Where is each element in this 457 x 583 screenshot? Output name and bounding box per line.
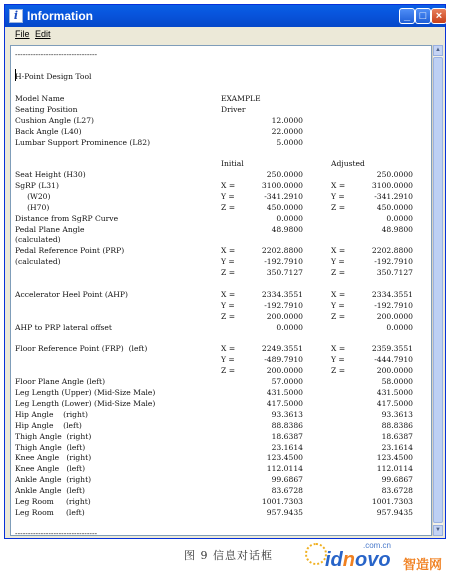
- adjusted-value: 2334.3551: [371, 289, 413, 299]
- measurement-row: [11, 485, 431, 496]
- meta-label: Seating Position: [15, 105, 78, 114]
- measurement-row: [11, 463, 431, 474]
- menu-bar: [5, 27, 445, 43]
- measurement-row: [11, 300, 431, 311]
- adjusted-axis: Z =: [331, 366, 346, 376]
- measurement-row: [11, 191, 431, 202]
- column-header-row: [11, 158, 431, 169]
- param-row: [11, 115, 431, 126]
- minimize-button[interactable]: _: [399, 8, 415, 24]
- adjusted-value: 23.1614: [381, 442, 413, 452]
- initial-value: 3100.0000: [261, 180, 303, 190]
- measurement-row: [11, 278, 431, 289]
- measurement-label: Thigh Angle (left): [15, 442, 86, 452]
- adjusted-value: 99.6867: [381, 475, 413, 485]
- col-adjusted-header: Adjusted: [331, 159, 365, 168]
- initial-value: 2249.3551: [261, 344, 303, 354]
- sun-icon: [305, 543, 327, 565]
- initial-value: 350.7127: [266, 268, 303, 278]
- initial-value: 417.5000: [266, 398, 303, 408]
- measurement-label: Hip Angle (right): [15, 409, 88, 419]
- measurement-label: Distance from SgRP Curve: [15, 213, 119, 223]
- initial-value: 450.0000: [266, 202, 303, 212]
- adjusted-value: 48.9800: [381, 224, 413, 234]
- measurement-row: [11, 354, 431, 365]
- measurement-row: [11, 376, 431, 387]
- measurement-row: [11, 420, 431, 431]
- measurement-row: [11, 365, 431, 376]
- initial-value: -192.7910: [264, 300, 303, 310]
- measurement-label: (calculated): [15, 235, 61, 245]
- adjusted-value: 0.0000: [386, 213, 413, 223]
- adjusted-value: 250.0000: [376, 170, 413, 179]
- adjusted-axis: Z =: [331, 202, 346, 212]
- adjusted-value: 200.0000: [376, 311, 413, 321]
- wordmark-part: ovo: [355, 549, 391, 571]
- adjusted-value: -341.2910: [374, 191, 413, 201]
- adjusted-value: 350.7127: [376, 268, 413, 278]
- measurement-row: [11, 289, 431, 300]
- initial-axis: Y =: [221, 191, 235, 201]
- separator-line: [11, 49, 431, 60]
- menu-edit[interactable]: Edit: [35, 29, 51, 39]
- initial-axis: Z =: [221, 268, 236, 278]
- measurement-row: [11, 256, 431, 267]
- initial-value: 200.0000: [266, 311, 303, 321]
- measurement-label: Knee Angle (left): [15, 464, 86, 474]
- measurement-row: [11, 496, 431, 507]
- close-button[interactable]: ×: [431, 8, 447, 24]
- initial-axis: Z =: [221, 311, 236, 321]
- measurement-label: Leg Room (left): [15, 507, 85, 517]
- param-label: Lumbar Support Prominence (L82): [15, 138, 151, 147]
- measurement-row: [11, 224, 431, 235]
- measurement-row: [11, 409, 431, 420]
- separator-text: --------------------------------: [15, 528, 98, 536]
- adjusted-value: 83.6728: [381, 486, 413, 496]
- initial-axis: Z =: [221, 366, 236, 376]
- param-row: [11, 137, 431, 148]
- measurement-row: [11, 442, 431, 453]
- adjusted-axis: Y =: [331, 191, 345, 201]
- adjusted-value: 200.0000: [376, 366, 413, 376]
- figure-caption: 图 9 信息对话框: [184, 549, 273, 562]
- measurement-row: [11, 452, 431, 463]
- measurement-row: [11, 431, 431, 442]
- vertical-scrollbar[interactable]: [432, 45, 443, 536]
- initial-value: 123.4500: [266, 453, 303, 463]
- meta-row: [11, 93, 431, 104]
- information-dialog: [4, 4, 446, 539]
- measurement-row: [11, 245, 431, 256]
- measurement-row: [11, 202, 431, 213]
- initial-axis: Y =: [221, 300, 235, 310]
- adjusted-value: -192.7910: [374, 257, 413, 267]
- initial-value: 88.8386: [271, 420, 303, 430]
- adjusted-value: 123.4500: [376, 453, 413, 463]
- maximize-button[interactable]: □: [415, 8, 431, 24]
- adjusted-value: 957.9435: [376, 507, 413, 517]
- adjusted-axis: Y =: [331, 300, 345, 310]
- measurement-label: Leg Length (Lower) (Mid-Size Male): [15, 398, 156, 408]
- adjusted-axis: Y =: [331, 355, 345, 365]
- adjusted-value: 450.0000: [376, 202, 413, 212]
- initial-value: 83.6728: [271, 486, 303, 496]
- initial-value: 99.6867: [271, 475, 303, 485]
- adjusted-value: -444.7910: [374, 355, 413, 365]
- watermark-logo: [305, 537, 453, 579]
- col-initial-header: Initial: [221, 159, 244, 168]
- measurement-label: Leg Room (right): [15, 497, 91, 506]
- meta-value: Driver: [221, 105, 246, 114]
- measurement-row: [11, 311, 431, 322]
- initial-value: 112.0114: [266, 464, 303, 474]
- wordmark-part: n: [342, 549, 355, 571]
- measurement-label: Pedal Reference Point (PRP): [15, 246, 125, 256]
- wordmark-part: id: [325, 549, 343, 571]
- initial-value: 93.3613: [271, 409, 303, 419]
- scroll-up-arrow-icon[interactable]: ▲: [433, 45, 443, 56]
- separator-line: [11, 528, 431, 536]
- measurement-label: Seat Height (H30): [15, 170, 86, 179]
- measurement-row: [11, 322, 431, 333]
- measurement-label: Ankle Angle (left): [15, 486, 86, 496]
- adjusted-value: 88.8386: [381, 420, 413, 430]
- adjusted-value: 3100.0000: [371, 180, 413, 190]
- adjusted-value: 2202.8800: [371, 246, 413, 256]
- initial-value: 250.0000: [266, 170, 303, 179]
- initial-axis: Z =: [221, 202, 236, 212]
- info-icon: i: [9, 9, 23, 23]
- param-row: [11, 126, 431, 137]
- adjusted-value: 93.3613: [381, 409, 413, 419]
- initial-value: 1001.7303: [261, 497, 303, 506]
- initial-value: -489.7910: [264, 355, 303, 365]
- initial-value: 431.5000: [266, 388, 303, 397]
- measurement-row: [11, 267, 431, 278]
- adjusted-value: 58.0000: [381, 377, 413, 387]
- measurement-label: (calculated): [15, 257, 61, 267]
- initial-value: 957.9435: [266, 507, 303, 517]
- scroll-thumb[interactable]: [433, 57, 443, 523]
- measurement-label: Pedal Plane Angle: [15, 224, 85, 234]
- initial-value: 200.0000: [266, 366, 303, 376]
- measurement-row: [11, 213, 431, 224]
- adjusted-value: 18.6387: [381, 431, 413, 441]
- measurement-row: [11, 398, 431, 409]
- measurement-row: [11, 507, 431, 518]
- adjusted-axis: X =: [331, 344, 346, 354]
- tool-title: H-Point Design Tool: [15, 72, 92, 81]
- measurement-row: [11, 343, 431, 354]
- initial-axis: Y =: [221, 355, 235, 365]
- window-title: Information: [27, 9, 93, 23]
- initial-value: -192.7910: [264, 257, 303, 267]
- measurement-row: [11, 387, 431, 398]
- watermark-domain: .com.cn: [363, 541, 392, 550]
- measurement-label: (H70): [15, 202, 50, 212]
- param-value: 5.0000: [276, 138, 303, 147]
- adjusted-value: 0.0000: [386, 322, 413, 332]
- initial-axis: X =: [221, 180, 236, 190]
- initial-axis: Y =: [221, 257, 235, 267]
- scroll-down-arrow-icon[interactable]: ▼: [433, 525, 443, 536]
- watermark-cn: 智造网: [403, 557, 443, 572]
- measurement-label: Floor Plane Angle (left): [15, 377, 106, 387]
- initial-value: 23.1614: [271, 442, 303, 452]
- measurement-row: [11, 169, 431, 180]
- title-bar[interactable]: [5, 5, 445, 27]
- param-value: 12.0000: [271, 116, 303, 125]
- adjusted-axis: X =: [331, 289, 346, 299]
- initial-value: 2202.8800: [261, 246, 303, 256]
- watermark-wordmark: [325, 549, 391, 572]
- adjusted-axis: X =: [331, 246, 346, 256]
- adjusted-axis: Z =: [331, 311, 346, 321]
- initial-value: 57.0000: [271, 377, 303, 387]
- measurement-label: Hip Angle (left): [15, 420, 82, 430]
- adjusted-value: 112.0114: [376, 464, 413, 474]
- adjusted-value: 2359.3551: [371, 344, 413, 354]
- measurement-label: Floor Reference Point (FRP) (left): [15, 344, 148, 354]
- param-label: Back Angle (L40): [15, 127, 82, 136]
- measurement-label: SgRP (L31): [15, 180, 59, 190]
- initial-value: 2334.3551: [261, 289, 303, 299]
- report-text-area[interactable]: [10, 45, 432, 536]
- initial-axis: X =: [221, 344, 236, 354]
- initial-value: -341.2910: [264, 191, 303, 201]
- measurement-row: [11, 333, 431, 344]
- measurement-label: Knee Angle (right): [15, 453, 92, 463]
- measurement-label: Ankle Angle (right): [15, 475, 92, 485]
- adjusted-value: 417.5000: [376, 398, 413, 408]
- adjusted-axis: Y =: [331, 257, 345, 267]
- initial-value: 48.9800: [271, 224, 303, 234]
- meta-label: Model Name: [15, 94, 65, 103]
- adjusted-axis: Z =: [331, 268, 346, 278]
- meta-value: EXAMPLE: [221, 94, 261, 103]
- param-label: Cushion Angle (L27): [15, 116, 94, 125]
- measurement-row: [11, 180, 431, 191]
- initial-axis: X =: [221, 246, 236, 256]
- meta-row: [11, 104, 431, 115]
- measurement-row: [11, 474, 431, 485]
- measurement-row: [11, 234, 431, 245]
- measurement-label: (W20): [15, 191, 51, 201]
- measurement-label: Accelerator Heel Point (AHP): [15, 289, 128, 299]
- adjusted-value: -192.7910: [374, 300, 413, 310]
- initial-value: 0.0000: [276, 322, 303, 332]
- initial-value: 0.0000: [276, 213, 303, 223]
- measurement-label: Thigh Angle (right): [15, 431, 92, 441]
- initial-axis: X =: [221, 289, 236, 299]
- adjusted-axis: X =: [331, 180, 346, 190]
- param-value: 22.0000: [271, 127, 303, 136]
- measurement-label: AHP to PRP lateral offset: [15, 322, 112, 332]
- menu-file[interactable]: File: [15, 29, 30, 39]
- separator-text: --------------------------------: [15, 50, 98, 59]
- adjusted-value: 431.5000: [376, 388, 413, 397]
- measurement-label: Leg Length (Upper) (Mid-Size Male): [15, 388, 156, 397]
- initial-value: 18.6387: [271, 431, 303, 441]
- tool-title-row: [11, 71, 431, 82]
- adjusted-value: 1001.7303: [371, 497, 413, 506]
